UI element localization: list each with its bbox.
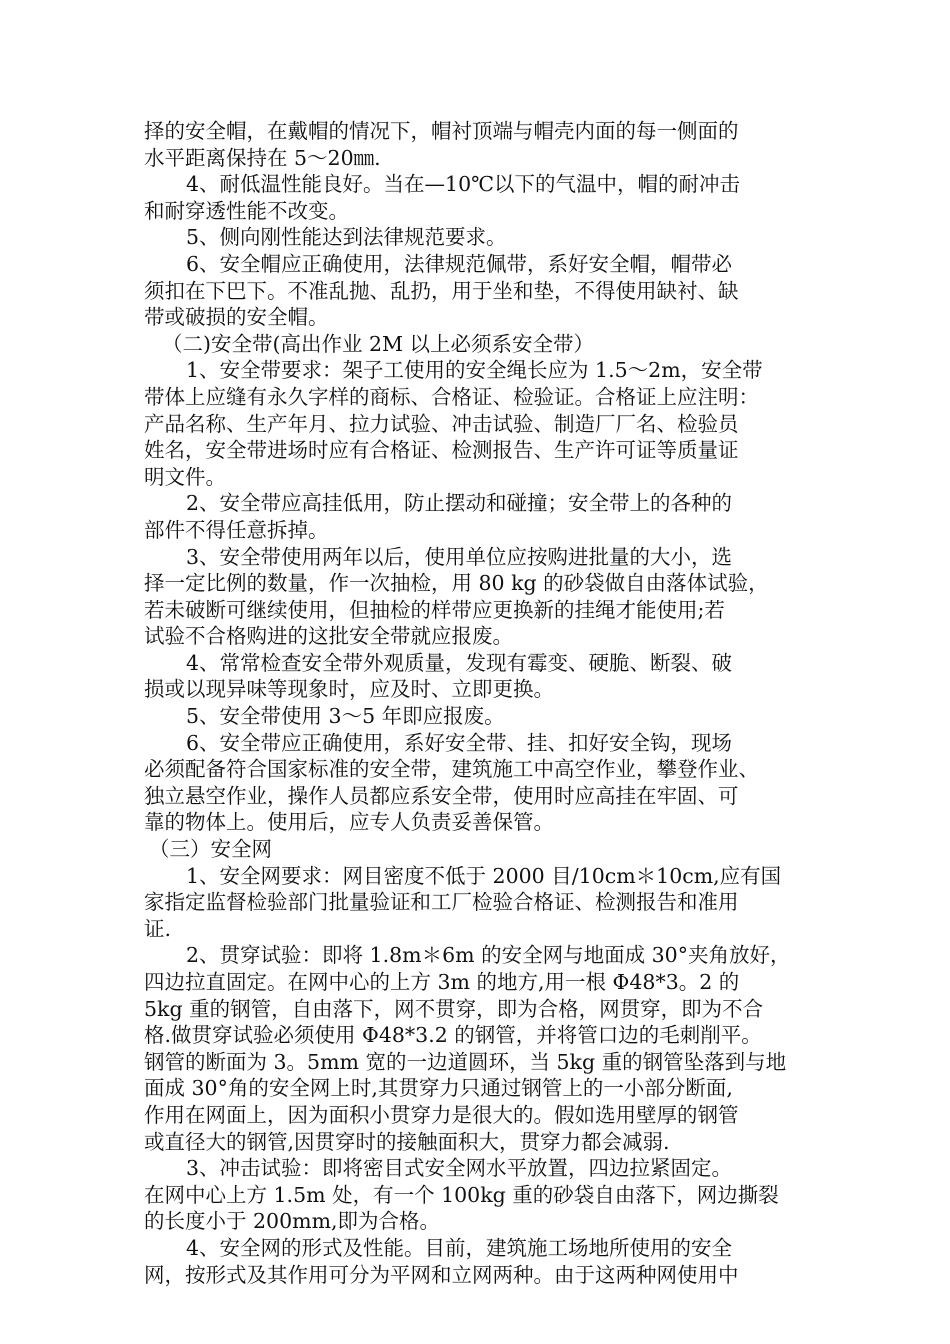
text-line: 须扣在下巴下。不准乱抛、乱扔，用于坐和垫，不得使用缺衬、缺	[144, 278, 739, 303]
text-line: 独立悬空作业，操作人员都应系安全带，使用时应高挂在牢固、可	[144, 783, 739, 808]
paragraph-start: 5、安全带使用 3～5 年即应报废。	[186, 704, 505, 729]
text-line: 明文件。	[144, 464, 226, 489]
text-line: 试验不合格购进的这批安全带就应报废。	[144, 624, 513, 649]
text-line: 在网中心上方 1.5m 处，有一个 100kg 重的砂袋自由落下，网边撕裂	[144, 1182, 779, 1207]
text-line: 5kg 重的钢管，自由落下，网不贯穿，即为合格，网贯穿，即为不合	[144, 996, 764, 1021]
text-line: 姓名，安全带进场时应有合格证、检测报告、生产许可证等质量证	[144, 438, 739, 463]
paragraph-start: 3、安全带使用两年以后，使用单位应按购进批量的大小，选	[186, 544, 733, 569]
text-line: 部件不得任意拆掉。	[144, 517, 329, 542]
text-line: 和耐穿透性能不改变。	[144, 198, 349, 223]
text-line: 钢管的断面为 3。5mm 宽的一边道圆环，当 5kg 重的钢管坠落到与地	[144, 1049, 787, 1074]
text-line: 带体上应缝有永久字样的商标、合格证、检验证。合格证上应注明：	[144, 384, 759, 409]
text-line: 水平距离保持在 5～20㎜.	[144, 145, 381, 170]
text-line: 择一定比例的数量，作一次抽检，用 80 kg 的砂袋做自由落体试验，	[144, 571, 769, 596]
paragraph-start: 4、安全网的形式及性能。目前，建筑施工场地所使用的安全	[186, 1235, 733, 1260]
paragraph-start: 1、安全网要求：网目密度不低于 2000 目/10cm＊10cm,应有国	[186, 863, 782, 888]
text-line: 或直径大的钢管,因贯穿时的接触面积大，贯穿力都会减弱.	[144, 1129, 670, 1154]
section-heading: （三）安全网	[149, 837, 272, 862]
paragraph-start: 5、侧向刚性能达到法律规范要求。	[186, 225, 507, 250]
text-line: 靠的物体上。使用后，应专人负责妥善保管。	[144, 810, 554, 835]
paragraph-start: 4、耐低温性能良好。当在—10℃以下的气温中，帽的耐冲击	[186, 172, 741, 197]
text-line: 四边拉直固定。在网中心的上方 3m 的地方,用一根 Φ48*3。2 的	[144, 970, 740, 994]
section-heading: （二)安全带(高出作业 2M 以上必须系安全带）	[162, 331, 595, 356]
text-line: 证.	[144, 916, 172, 941]
text-line: 产品名称、生产年月、拉力试验、冲击试验、制造厂厂名、检验员	[144, 411, 739, 436]
paragraph-start: 3、冲击试验：即将密目式安全网水平放置，四边拉紧固定。	[186, 1156, 733, 1181]
text-line: 择的安全帽，在戴帽的情况下，帽衬顶端与帽壳内面的每一侧面的	[144, 119, 739, 143]
text-line: 作用在网面上，因为面积小贯穿力是很大的。假如选用壁厚的钢管	[144, 1102, 739, 1127]
paragraph-start: 1、安全带要求：架子工使用的安全绳长应为 1.5～2m，安全带	[186, 358, 763, 383]
paragraph-start: 6、安全带应正确使用，系好安全带、挂、扣好安全钩，现场	[186, 730, 733, 755]
paragraph-start: 6、安全帽应正确使用，法律规范佩带，系好安全帽，帽带必	[186, 251, 733, 276]
paragraph-start: 2、安全带应高挂低用，防止摆动和碰撞；安全带上的各种的	[186, 491, 733, 516]
text-line: 的长度小于 200mm,即为合格。	[144, 1209, 441, 1234]
text-line: 家指定监督检验部门批量验证和工厂检验合格证、检测报告和准用	[144, 890, 739, 915]
document-page	[144, 118, 809, 1288]
text-line: 面成 30°角的安全网上时,其贯穿力只通过钢管上的一小部分断面,	[144, 1076, 733, 1101]
text-line: 必须配备符合国家标准的安全带，建筑施工中高空作业，攀登作业、	[144, 757, 759, 782]
text-line: 网，按形式及其作用可分为平网和立网两种。由于这两种网使用中	[144, 1262, 739, 1287]
paragraph-start: 2、贯穿试验：即将 1.8m＊6m 的安全网与地面成 30°夹角放好，	[186, 943, 791, 968]
text-line: 损或以现异味等现象时，应及时、立即更换。	[144, 677, 554, 702]
text-line: 格.做贯穿试验必须使用 Φ48*3.2 的钢管，并将管口边的毛刺削平。	[144, 1023, 762, 1048]
paragraph-start: 4、常常检查安全带外观质量，发现有霉变、硬脆、断裂、破	[186, 650, 733, 675]
text-line: 带或破损的安全帽。	[144, 305, 329, 330]
text-line: 若未破断可继续使用，但抽检的样带应更换新的挂绳才能使用;若	[144, 597, 725, 622]
